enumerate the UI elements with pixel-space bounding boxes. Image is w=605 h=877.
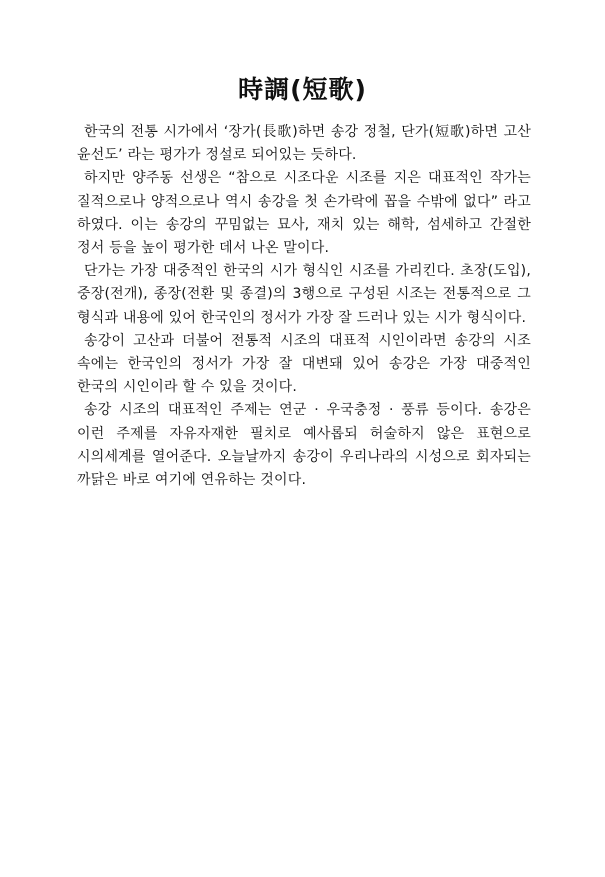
paragraph-2: 하지만 양주동 선생은 “참으로 시조다운 시조를 지은 대표적인 작가는 질적으로나 양적으로나 역시 송강을 첫 손가락에 꼽을 수밖에 없다” 라고 하였다. 이는 송강의 꾸밈없는 묘사, 재치 있는 해학, 섬세하고 간절한 정서 등을 높이 평가한 데서 나온 말이다. bbox=[77, 170, 531, 257]
paragraph-1: 한국의 전통 시가에서 ‘장가(長歌)하면 송강 정철, 단가(短歌)하면 고산 윤선도’ 라는 평가가 정설로 되어있는 듯하다. bbox=[77, 124, 531, 164]
paragraph-5: 송강 시조의 대표적인 주제는 연군 · 우국충정 · 풍류 등이다. 송강은 이런 주제를 자유자재한 필치로 예사롭되 허술하지 않은 표현으로 시의세계를 열어준다. 오늘날까지 송강이 우리나라의 시성으로 회자되는 까닭은 바로 여기에 연유하는 것이다. bbox=[77, 402, 531, 489]
paragraph-4: 송강이 고산과 더불어 전통적 시조의 대표적 시인이라면 송강의 시조 속에는 한국인의 정서가 가장 잘 대변돼 있어 송강은 가장 대중적인 한국의 시인이라 할 수 있을 것이다. bbox=[77, 332, 531, 396]
page-title: 時調(短歌) bbox=[238, 75, 367, 104]
body-text bbox=[77, 121, 531, 492]
paragraph-3: 단가는 가장 대중적인 한국의 시가 형식인 시조를 가리킨다. 초장(도입), 중장(전개), 종장(전환 및 종결)의 3행으로 구성된 시조는 전통적으로 그 형식과 내용에 있어 한국인의 정서가 가장 잘 드러나 있는 시가 형식이다. bbox=[77, 263, 531, 326]
